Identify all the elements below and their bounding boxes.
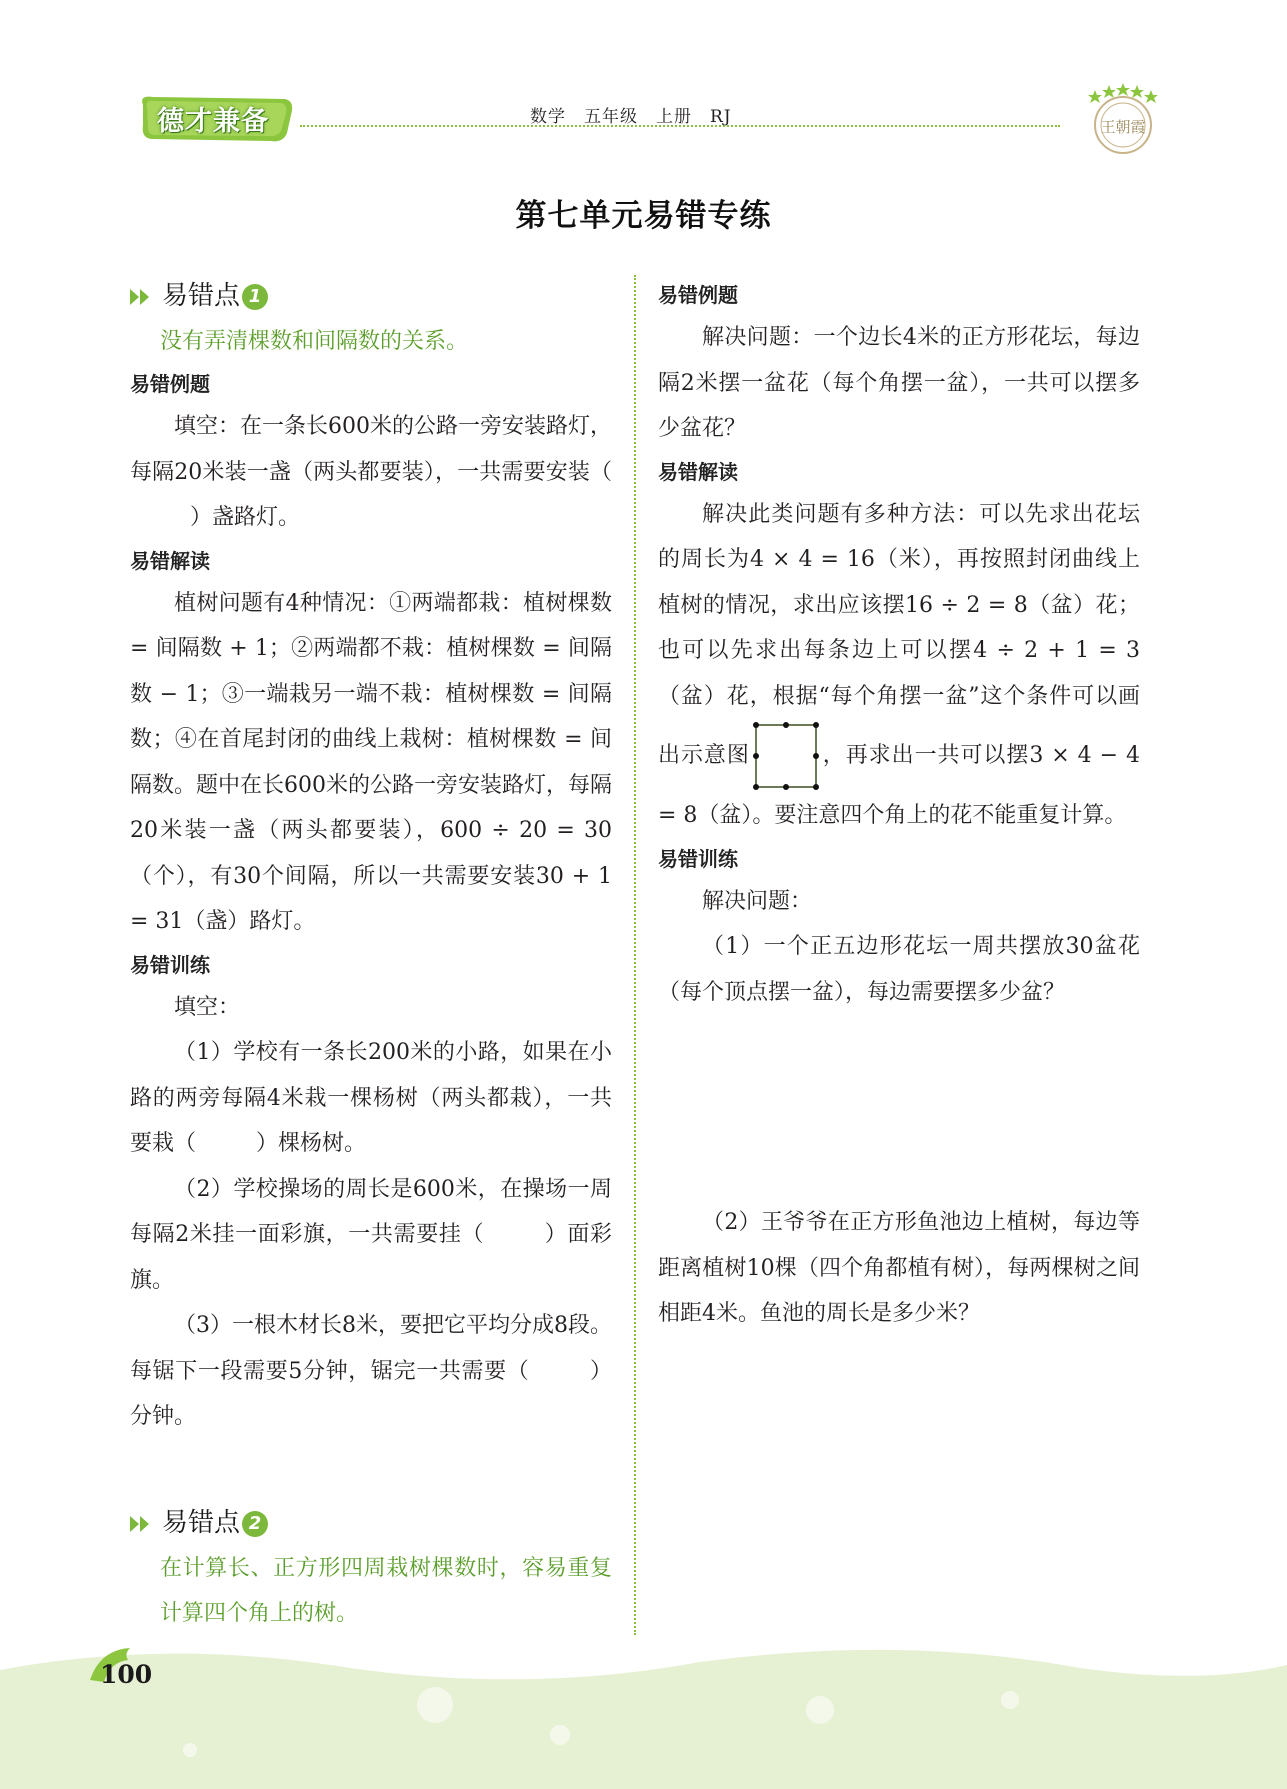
training-label-1: 易错训练	[130, 952, 210, 977]
error-point-2-number: 2	[242, 1511, 268, 1537]
analysis-2-text-b: ，再求出一共可以摆3 × 4 − 4 = 8（盆）。要注意四个角上的花不能重复计算。	[658, 743, 1140, 828]
analysis-label-1: 易错解读	[130, 548, 210, 573]
example-1-text-a: 填空：在一条长600米的公路一旁安装路灯，每隔20米装一盏（两头都要装），一共需要安装（	[130, 414, 612, 485]
answer-space-1[interactable]	[658, 1015, 1140, 1200]
column-divider	[634, 275, 636, 1635]
error-point-2-heading	[130, 1502, 612, 1546]
brand-logo	[135, 93, 295, 145]
seal-icon	[1075, 80, 1165, 155]
double-arrow-icon	[130, 1514, 152, 1534]
training-intro-1: 填空：	[174, 994, 241, 1020]
training-intro-2: 解决问题：	[702, 888, 813, 914]
header-divider	[300, 125, 1060, 127]
example-1-text	[130, 404, 612, 541]
question-2	[130, 1167, 612, 1304]
right-column	[658, 275, 1140, 1337]
publisher-seal	[1075, 80, 1165, 155]
analysis-2-text-a: 解决此类问题有多种方法：可以先求出花坛的周长为4 × 4 = 16（米），再按照封闭曲线上植树的情况，求出应该摆16 ÷ 2 = 8（盆）花；也可以先求出每条边上可以摆4 ÷ 2 + 1 = 3（盆）花，根据“每个角摆一盆”这个条件可以画出示意图	[658, 501, 1140, 768]
question-1-a: （1）学校有一条长200米的小路，如果在小路的两旁每隔4米栽一棵杨树（两头都栽），一共要栽（	[130, 1040, 612, 1156]
example-label-2: 易错例题	[658, 283, 738, 307]
question-right-1: （1）一个正五边形花坛一周共摆放30盆花（每个顶点摆一盆），每边需要摆多少盆？	[658, 934, 1140, 1005]
question-3-a: （3）一根木材长8米，要把它平均分成8段。每锯下一段需要5分钟，锯完一共需要（	[130, 1313, 612, 1384]
page-title: 第七单元易错专练	[515, 198, 772, 234]
page-number: 100	[100, 1660, 153, 1689]
analysis-label-2: 易错解读	[658, 459, 738, 484]
question-3	[130, 1303, 612, 1440]
analysis-1-text: 植树问题有4种情况：①两端都栽：植树棵数 = 间隔数 + 1；②两端都不栽：植树棵数 = 间隔数 − 1；③一端栽另一端不栽：植树棵数 = 间隔数；④在首尾封闭的曲线上栽树：植树棵数 = 间隔数。题中在长600米的公路一旁安装路灯，每隔20米装一盏（两头都要装），600 ÷ 20 = 30（个），有30个间隔，所以一共需要安装30 + 1 = 31（盏）路灯。	[130, 590, 612, 934]
error-point-2-label: 易错点	[162, 1507, 241, 1538]
question-right-2: （2）王爷爷在正方形鱼池边上植树，每边等距离植树10棵（四个角都植有树），每两棵树之间相距4米。鱼池的周长是多少米？	[658, 1210, 1140, 1326]
example-1-text-b: ）盏路灯。	[190, 505, 301, 530]
error-point-1-label: 易错点	[162, 281, 241, 312]
example-2-text: 解决问题：一个边长4米的正方形花坛，每边隔2米摆一盆花（每个角摆一盆），一共可以摆多少盆花？	[658, 325, 1140, 441]
analysis-2-text	[658, 492, 1140, 839]
question-3-b: ）分钟。	[130, 1358, 612, 1429]
example-label-1: 易错例题	[130, 372, 210, 396]
square-flower-diagram	[750, 719, 822, 793]
header-subject: 数学 五年级 上册 RJ	[530, 107, 732, 127]
brand-logo-text: 德才兼备	[157, 106, 269, 137]
error-point-1-desc: 没有弄清棵数和间隔数的关系。	[160, 329, 469, 354]
svg-text:王朝霞: 王朝霞	[1100, 118, 1146, 136]
error-point-2-desc: 在计算长、正方形四周栽树棵数时，容易重复计算四个角上的树。	[160, 1555, 612, 1626]
training-label-2: 易错训练	[658, 846, 738, 871]
question-1-b: ）棵杨树。	[256, 1131, 367, 1156]
question-1	[130, 1030, 612, 1167]
footer-wave	[0, 1640, 1287, 1789]
question-2-b: ）面彩旗。	[130, 1222, 612, 1293]
question-2-a: （2）学校操场的周长是600米，在操场一周每隔2米挂一面彩旗，一共需要挂（	[130, 1176, 612, 1247]
double-arrow-icon	[130, 287, 152, 307]
error-point-1-heading	[130, 275, 612, 319]
error-point-1-number: 1	[242, 284, 268, 310]
left-column	[130, 275, 612, 1636]
